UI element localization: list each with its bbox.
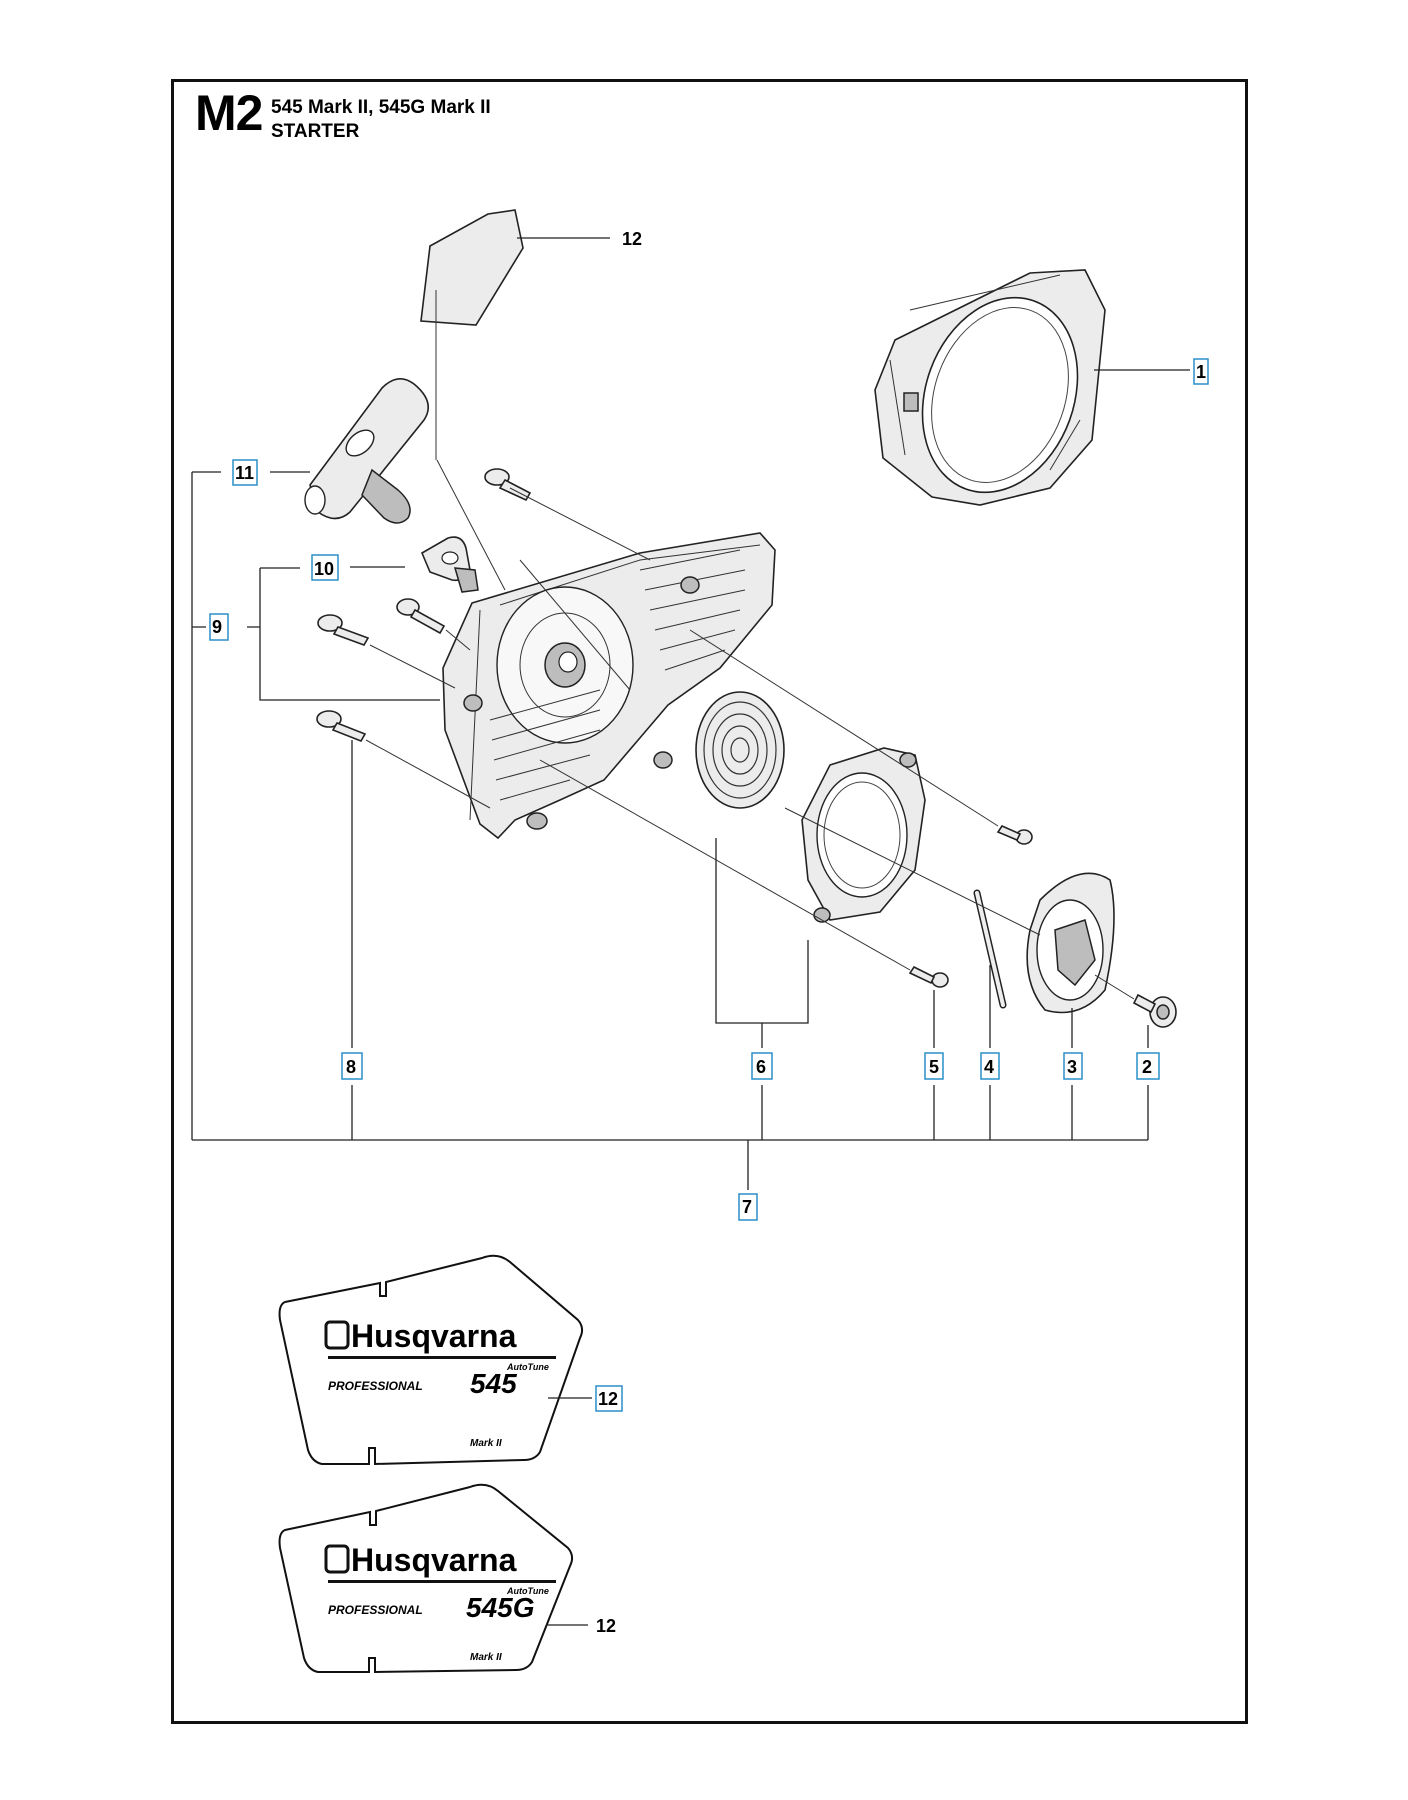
svg-text:1: 1 <box>1196 362 1207 382</box>
svg-text:545G: 545G <box>466 1592 535 1623</box>
callout-6 <box>752 1053 772 1079</box>
starter-handle-part <box>305 379 428 523</box>
svg-text:8: 8 <box>346 1057 357 1077</box>
screw-part-8 <box>317 711 365 741</box>
callout-1 <box>1194 359 1208 384</box>
svg-text:AutoTune: AutoTune <box>507 1362 549 1372</box>
callout-5 <box>925 1053 943 1079</box>
callout-11 <box>233 460 257 485</box>
callout-2 <box>1137 1053 1159 1079</box>
callout-10 <box>312 555 338 580</box>
svg-text:545: 545 <box>470 1368 517 1399</box>
svg-text:11: 11 <box>235 463 255 483</box>
callout-9 <box>210 614 228 640</box>
callout-12-decal-545 <box>596 1386 622 1411</box>
svg-text:Mark II: Mark II <box>470 1438 502 1449</box>
svg-text:12: 12 <box>598 1389 619 1409</box>
svg-text:4: 4 <box>984 1057 995 1077</box>
center-screw-part <box>1134 995 1176 1027</box>
starter-housing-part <box>875 270 1105 514</box>
svg-text:Mark II: Mark II <box>470 1652 502 1663</box>
decal-545g <box>280 1485 573 1672</box>
screw-part-left <box>318 615 368 645</box>
svg-text:9: 9 <box>212 617 223 637</box>
svg-text:PROFESSIONAL: PROFESSIONAL <box>328 1603 423 1617</box>
callout-7 <box>739 1194 757 1220</box>
model-title: 545 Mark II, 545G Mark II <box>271 97 491 118</box>
rope-pulley-part <box>1027 873 1114 1012</box>
callout-12-top: 12 <box>622 229 643 249</box>
callout-12-decal-545g: 12 <box>596 1616 617 1636</box>
rope-guide-part <box>422 537 478 592</box>
svg-text:Husqvarna: Husqvarna <box>351 1542 517 1578</box>
svg-text:5: 5 <box>929 1057 940 1077</box>
spring-cassette-part <box>802 748 925 922</box>
svg-text:10: 10 <box>314 559 335 579</box>
svg-text:7: 7 <box>742 1197 753 1217</box>
svg-text:PROFESSIONAL: PROFESSIONAL <box>328 1379 423 1393</box>
page-code: M2 <box>195 85 263 141</box>
svg-text:3: 3 <box>1067 1057 1078 1077</box>
svg-text:Husqvarna: Husqvarna <box>351 1318 517 1354</box>
screw-part-mid <box>397 599 444 633</box>
svg-text:AutoTune: AutoTune <box>507 1586 549 1596</box>
section-title: STARTER <box>271 121 360 142</box>
decal-545 <box>280 1256 583 1464</box>
recoil-spring-part <box>696 692 784 808</box>
callout-8 <box>342 1053 362 1079</box>
callout-4 <box>981 1053 999 1079</box>
screw-part-5 <box>910 967 948 987</box>
screw-part-right <box>998 826 1032 844</box>
svg-text:6: 6 <box>756 1057 767 1077</box>
svg-text:2: 2 <box>1142 1057 1153 1077</box>
callout-3 <box>1064 1053 1082 1079</box>
